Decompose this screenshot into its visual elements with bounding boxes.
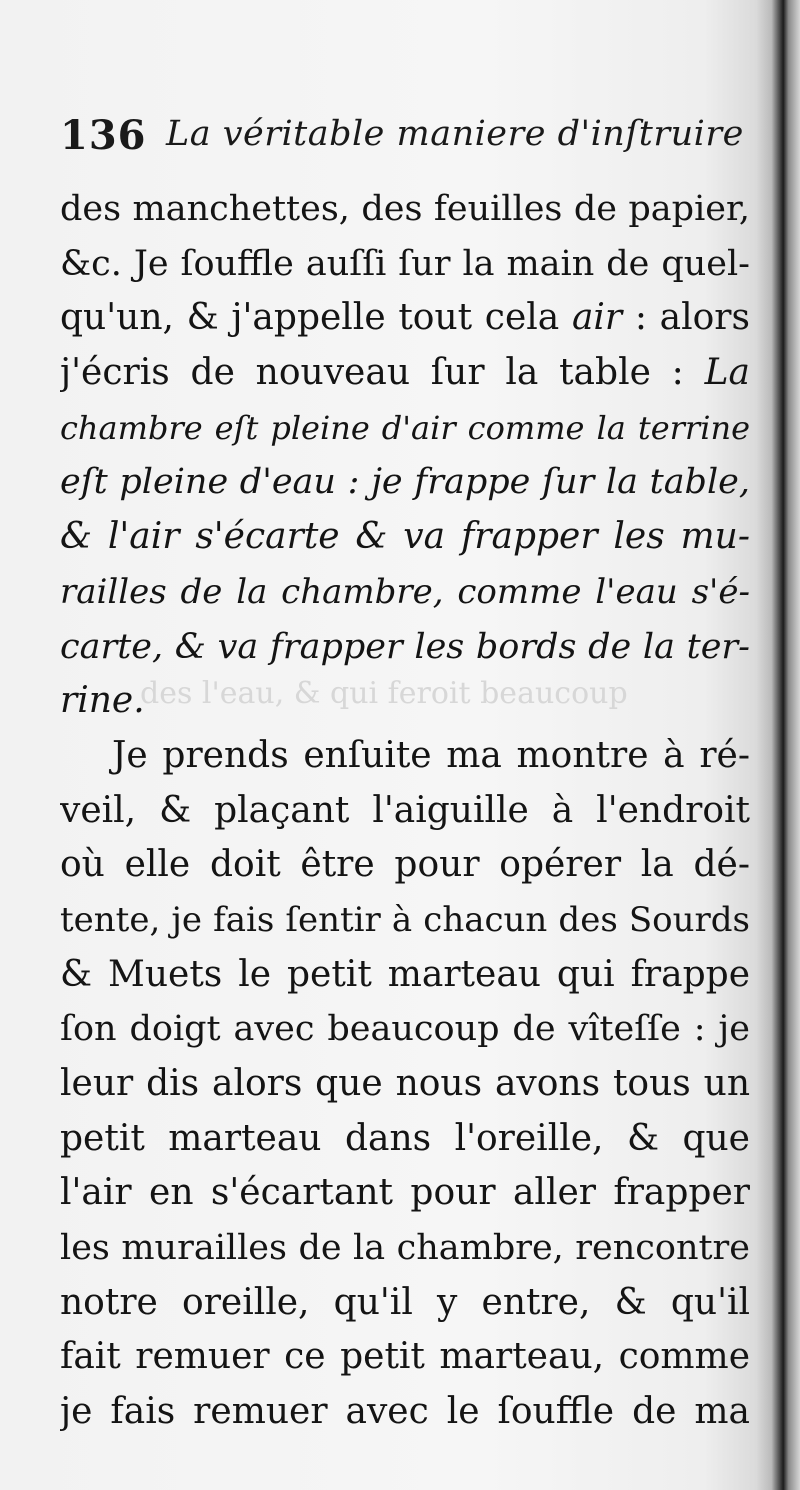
text-line (60, 620, 750, 675)
roman-text: notre oreille, qu'il y entre, & qu'il (60, 1281, 750, 1323)
roman-text: j'écris de nouveau ſur la table : (60, 352, 705, 394)
text-line (60, 1112, 750, 1167)
text-line (60, 1385, 750, 1440)
roman-text: des manchettes, des feuilles de papier, (60, 189, 750, 229)
italic-text: rine. (60, 680, 145, 722)
roman-text: Je prends enſuite ma montre à ré- (112, 734, 750, 776)
roman-text: leur dis alors que nous avons tous un (60, 1063, 750, 1104)
italic-text: railles de la chambre, comme l'eau s'é- (60, 571, 750, 612)
text-line (60, 948, 750, 1003)
roman-text: où elle doit être pour opérer la dé- (60, 844, 750, 886)
text-line (60, 674, 750, 729)
text-line (60, 1002, 750, 1057)
italic-text: air (571, 297, 623, 339)
text-line (60, 455, 750, 510)
bleed-through-text: des l'eau, & qui feroit beaucoup (140, 676, 628, 711)
roman-text: l'air en s'écartant pour aller frapper (60, 1172, 750, 1214)
italic-text: carte, & va frapper les bords de la ter- (60, 626, 750, 667)
running-title: La véritable maniere d'inſtruire (166, 114, 744, 154)
roman-text: petit marteau dans l'oreille, & que (60, 1117, 750, 1159)
roman-text: ſon doigt avec beaucoup de vîteſſe : je (60, 1009, 750, 1050)
roman-text: fait remuer ce petit marteau, comme (60, 1336, 750, 1378)
running-head (60, 112, 750, 172)
page-gutter-shadow (756, 0, 800, 1490)
text-line (60, 346, 750, 401)
italic-text: La (704, 352, 750, 394)
text-line (60, 1276, 750, 1331)
text-line (60, 838, 750, 893)
text-line (60, 182, 750, 237)
text-line (60, 729, 750, 784)
body-text (60, 182, 750, 1440)
italic-text: chambre eſt pleine d'air comme la terrine (60, 408, 750, 447)
page-number: 136 (60, 112, 147, 159)
italic-text: eſt pleine d'eau : je frappe ſur la table, (60, 462, 750, 503)
roman-text: tente, je fais ſentir à chacun des Sourds (60, 899, 750, 940)
text-line (60, 1221, 750, 1276)
text-line (60, 1166, 750, 1221)
roman-text: : alors (622, 297, 750, 339)
roman-text: je fais remuer avec le ſouffle de ma (60, 1391, 750, 1433)
text-line (60, 237, 750, 292)
roman-text: les murailles de la chambre, rencontre (60, 1228, 750, 1269)
text-line (60, 784, 750, 839)
roman-text: veil, & plaçant l'aiguille à l'endroit (60, 789, 750, 831)
text-line (60, 401, 750, 456)
text-line (60, 1057, 750, 1112)
italic-text: & l'air s'écarte & va frapper les mu- (60, 516, 750, 558)
roman-text: &c. Je ſouffle auſſi ſur la main de quel- (60, 243, 750, 284)
text-line (60, 565, 750, 620)
roman-text: qu'un, & j'appelle tout cela (60, 297, 572, 339)
text-line (60, 291, 750, 346)
roman-text: & Muets le petit marteau qui frappe (60, 953, 750, 995)
text-line (60, 893, 750, 948)
text-line (60, 510, 750, 565)
text-line (60, 1330, 750, 1385)
